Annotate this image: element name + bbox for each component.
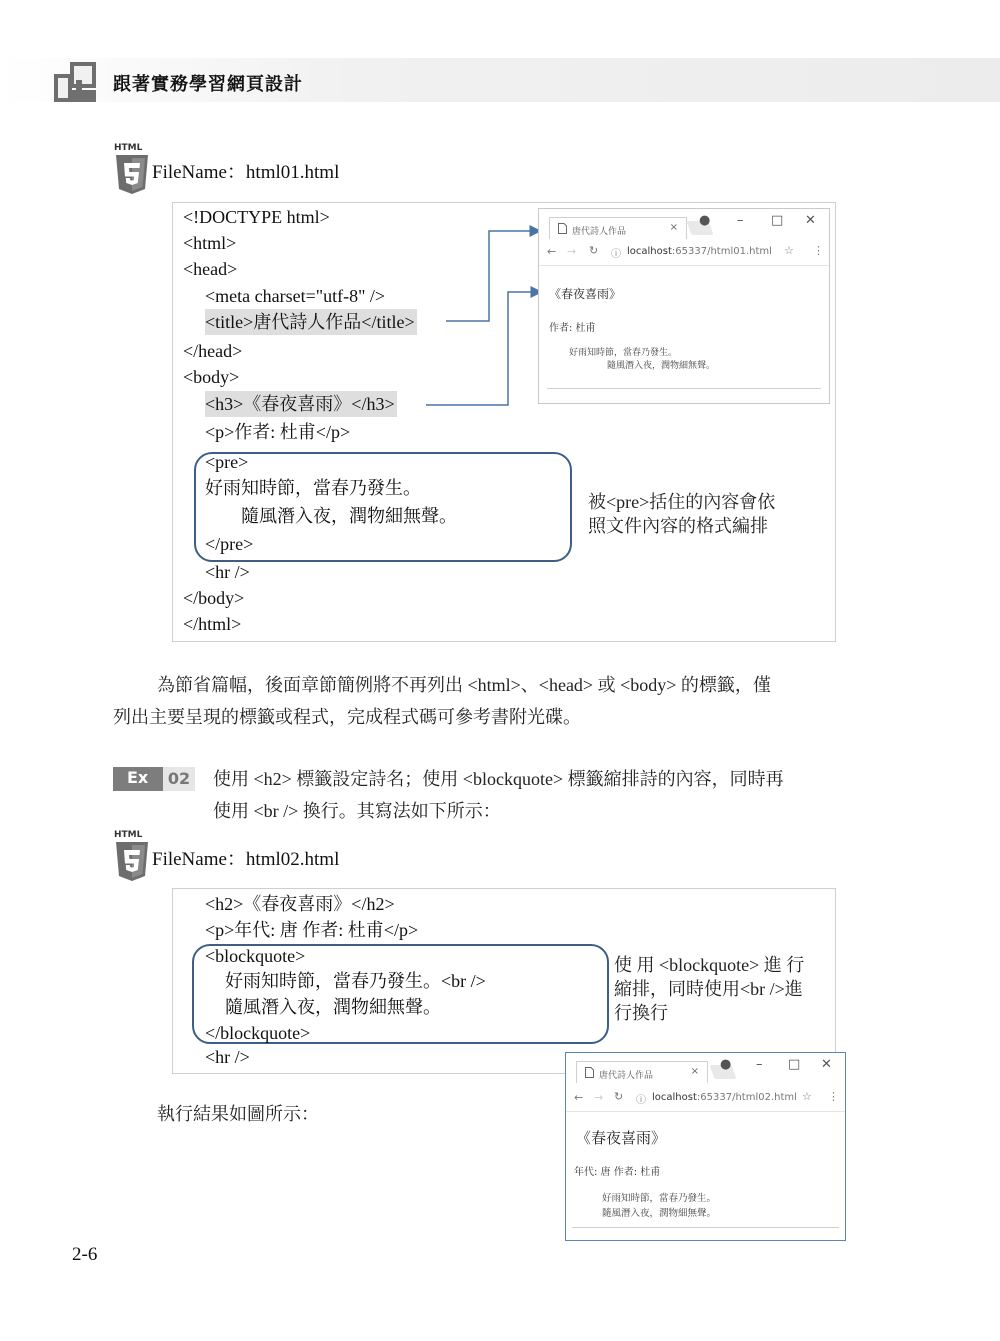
star-icon[interactable]: ☆	[802, 1090, 812, 1103]
html5-icon: HTML	[114, 143, 154, 195]
tab-close-icon[interactable]: ×	[669, 222, 678, 233]
preview-hr	[547, 388, 821, 389]
code-line: <p>年代: 唐 作者: 杜甫</p>	[205, 920, 419, 940]
preview-author: 作者: 杜甫	[549, 323, 596, 334]
reload-icon[interactable]: ↻	[614, 1090, 624, 1103]
code-line: <h2>《春夜喜雨》</h2>	[205, 894, 395, 914]
code-line: <hr />	[205, 1047, 250, 1067]
code-line: <hr />	[205, 562, 250, 582]
back-icon[interactable]: ←	[574, 1091, 584, 1104]
browser-tab[interactable]: 唐代詩人作品 ×	[576, 1061, 708, 1083]
blockquote-note: 使 用 <blockquote> 進 行 縮排，同時使用<br />進 行換行	[614, 955, 805, 1023]
h3-code-line: <h3>《春夜喜雨》</h3>	[205, 391, 397, 417]
book-title: 跟著實務學習網頁設計	[113, 74, 303, 95]
code-line: </html>	[183, 614, 242, 634]
code-line: <meta charset="utf-8" />	[205, 286, 386, 306]
code-line: <body>	[183, 367, 240, 387]
result-caption: 執行結果如圖所示：	[157, 1104, 319, 1124]
minimize-icon[interactable]: –	[737, 213, 744, 228]
maximize-icon[interactable]: □	[788, 1057, 801, 1072]
html5-icon: HTML	[114, 830, 154, 882]
code-line: 隨風潛入夜，潤物細無聲。	[225, 997, 441, 1017]
url-text[interactable]: localhost:65337/html02.html	[652, 1092, 797, 1103]
close-icon[interactable]: ✕	[821, 1057, 832, 1072]
menu-icon[interactable]: ⋮	[813, 244, 824, 257]
body-paragraph-line-2: 列出主要呈現的標籤或程式，完成程式碼可參考書附光碟。	[113, 707, 581, 727]
tab-close-icon[interactable]: ×	[690, 1066, 699, 1077]
preview-line-1: 好雨知時節，當春乃發生。	[602, 1193, 717, 1204]
preview-heading: 《春夜喜雨》	[549, 287, 622, 301]
star-icon[interactable]: ☆	[784, 244, 794, 257]
code-line: <html>	[183, 233, 237, 253]
example-text-line-1: 使用 <h2> 標籤設定詩名；使用 <blockquote> 標籤縮排詩的內容，同時再	[213, 769, 784, 789]
body-paragraph-line-1: 為節省篇幅，後面章節簡例將不再列出 <html>、<head> 或 <body> 的標籤，僅	[157, 675, 771, 695]
code-line: 好雨知時節，當春乃發生。	[205, 478, 421, 498]
preview-line-2: 隨風潛入夜，潤物細無聲。	[607, 361, 716, 371]
close-icon[interactable]: ✕	[805, 213, 816, 228]
page-number: 2-6	[72, 1244, 98, 1265]
preview-hr	[572, 1227, 839, 1228]
address-bar[interactable]	[566, 1085, 845, 1112]
code-line: </pre>	[205, 534, 254, 554]
code-line: </blockquote>	[205, 1023, 311, 1043]
info-icon: ⓘ	[636, 1095, 646, 1106]
code-line: <pre>	[205, 452, 249, 472]
browser-preview-1	[538, 208, 830, 404]
preview-line-2: 隨風潛入夜，潤物細無聲。	[602, 1208, 717, 1219]
preview-heading: 《春夜喜雨》	[576, 1129, 667, 1147]
pre-note: 被<pre>括住的內容會依 照文件內容的格式編排	[588, 492, 776, 536]
preview-meta: 年代: 唐 作者: 杜甫	[574, 1167, 661, 1178]
profile-icon[interactable]: ●	[699, 213, 711, 228]
code-line: </head>	[183, 341, 243, 361]
minimize-icon[interactable]: –	[756, 1057, 763, 1072]
menu-icon[interactable]: ⋮	[828, 1090, 839, 1103]
title-code-line: <title>唐代詩人作品</title>	[205, 309, 417, 335]
back-icon[interactable]: ←	[547, 245, 557, 258]
document-icon	[558, 223, 567, 234]
address-bar[interactable]	[539, 239, 829, 266]
reload-icon[interactable]: ↻	[589, 244, 599, 257]
url-text[interactable]: localhost:65337/html01.html	[627, 246, 772, 257]
document-icon	[585, 1067, 594, 1078]
profile-icon[interactable]: ●	[720, 1057, 732, 1072]
maximize-icon[interactable]: □	[771, 213, 784, 228]
code-line: 隨風潛入夜，潤物細無聲。	[241, 506, 457, 526]
file-name-label: FileName：html02.html	[152, 849, 340, 870]
forward-icon[interactable]: →	[594, 1091, 604, 1104]
forward-icon[interactable]: →	[567, 245, 577, 258]
code-line: </body>	[183, 588, 245, 608]
code-line: <blockquote>	[205, 946, 306, 966]
code-line: <head>	[183, 259, 238, 279]
info-icon: ⓘ	[611, 249, 621, 260]
code-line: 好雨知時節，當春乃發生。<br />	[225, 971, 486, 991]
code-line: <!DOCTYPE html>	[183, 207, 330, 227]
file-name-label: FileName：html01.html	[152, 162, 340, 183]
browser-tab[interactable]: 唐代詩人作品 ×	[549, 217, 687, 239]
example-badge: Ex 02	[113, 767, 195, 791]
preview-line-1: 好雨知時節，當春乃發生。	[569, 348, 678, 358]
example-text-line-2: 使用 <br /> 換行。其寫法如下所示：	[213, 801, 501, 821]
browser-preview-2	[565, 1052, 846, 1241]
code-line: <p>作者: 杜甫</p>	[205, 422, 351, 442]
